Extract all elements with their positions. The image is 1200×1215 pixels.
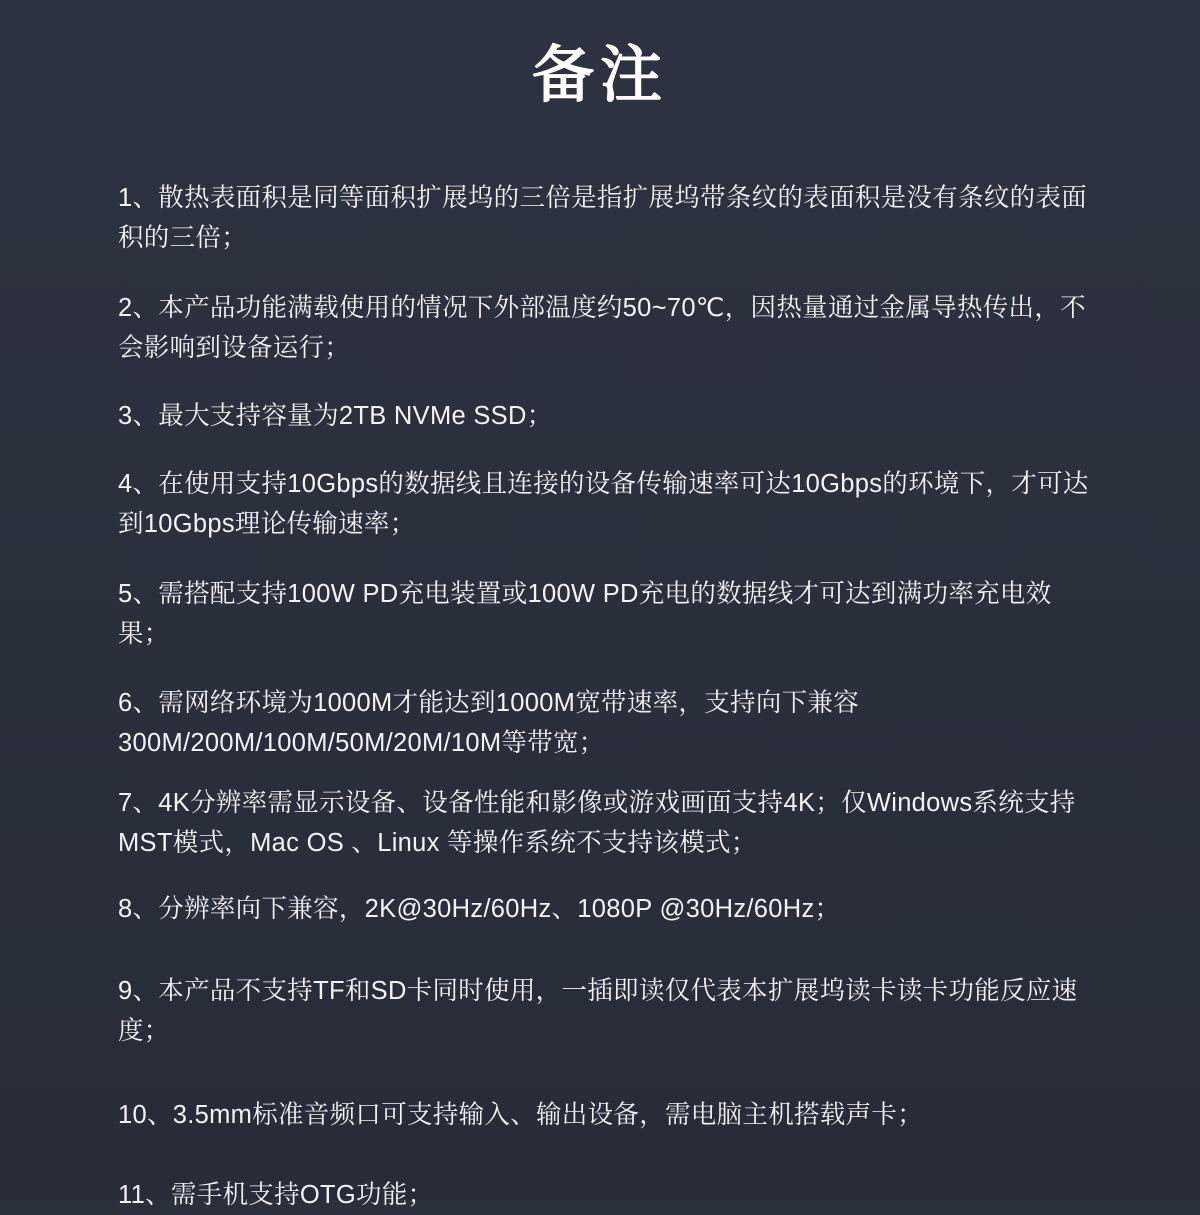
list-item: 1、散热表面积是同等面积扩展坞的三倍是指扩展坞带条纹的表面积是没有条纹的表面积的三倍；: [118, 184, 1088, 252]
list-item: 9、本产品不支持TF和SD卡同时使用，一插即读仅代表本扩展坞读卡读卡功能反应速度；: [118, 977, 1078, 1045]
list-item: 7、4K分辨率需显示设备、设备性能和影像或游戏画面支持4K；仅Windows系统支持MST模式，Mac OS 、Linux 等操作系统不支持该模式；: [118, 789, 1076, 857]
list-item: 10、3.5mm标准音频口可支持输入、输出设备，需电脑主机搭载声卡；: [118, 1101, 923, 1129]
list-item: 4、在使用支持10Gbps的数据线且连接的设备传输速率可达10Gbps的环境下，才可达到10Gbps理论传输速率；: [118, 470, 1089, 538]
list-item: 5、需搭配支持100W PD充电装置或100W PD充电的数据线才可达到满功率充电效果；: [118, 580, 1052, 648]
list-item: 8、分辨率向下兼容，2K@30Hz/60Hz、1080P @30Hz/60Hz；: [118, 895, 841, 923]
list-item: 11、需手机支持OTG功能；: [118, 1181, 434, 1209]
notes-list: [118, 178, 1100, 1215]
list-item: 2、本产品功能满载使用的情况下外部温度约50~70℃，因热量通过金属导热传出，不会影响到设备运行；: [118, 294, 1086, 362]
page-title: 备注: [531, 41, 668, 110]
list-item: 3、最大支持容量为2TB NVMe SSD；: [118, 402, 553, 430]
list-item: 6、需网络环境为1000M才能达到1000M宽带速率，支持向下兼容300M/200M/100M/50M/20M/10M等带宽；: [118, 689, 860, 757]
